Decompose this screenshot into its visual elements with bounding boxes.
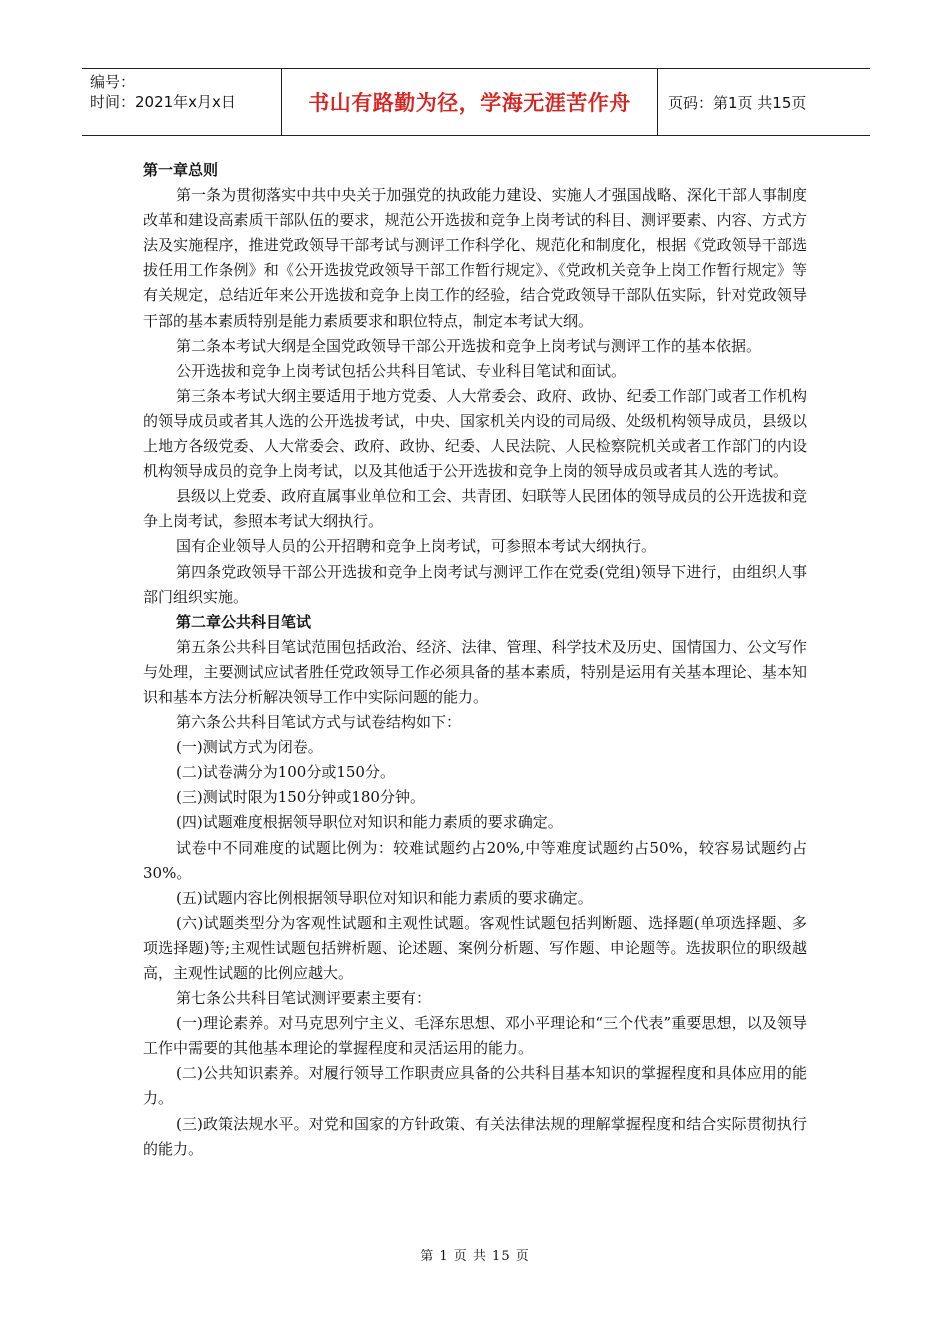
paragraph: 试卷中不同难度的试题比例为：较难试题约占20%,中等难度试题约占50%，较容易试题约占30%。: [143, 838, 807, 882]
document-date: 时间：2021年x月x日: [90, 93, 236, 111]
paragraph: 第五条公共科目笔试范围包括政治、经济、法律、管理、科学技术及历史、国情国力、公文写作与处理，主要测试应试者胜任党政领导工作必须具备的基本素质，特别是运用有关基本理论、基本知识和基本方法分析解决领导工作中实际问题的能力。: [143, 637, 807, 706]
chapter-1-title: 第一章总则: [143, 161, 219, 179]
paragraph: (四)试题难度根据领导职位对知识和能力素质的要求确定。: [176, 813, 563, 832]
header-motto: 书山有路勤为径，学海无涯苦作舟: [282, 69, 658, 135]
paragraph: 第四条党政领导干部公开选拔和竞争上岗考试与测评工作在党委(党组)领导下进行，由组织人事部门组织实施。: [143, 562, 807, 606]
paragraph: 第六条公共科目笔试方式与试卷结构如下：: [176, 713, 462, 732]
paragraph: (一)测试方式为闭卷。: [176, 738, 323, 757]
paragraph: (二)公共知识素养。对履行领导工作职责应具备的公共科目基本知识的掌握程度和具体应用的能力。: [143, 1064, 807, 1108]
paragraph: 第二条本考试大纲是全国党政领导干部公开选拔和竞争上岗考试与测评工作的基本依据。: [176, 336, 762, 355]
header-page-info: 页码：第1页 共15页: [668, 93, 807, 112]
paragraph: 公开选拔和竞争上岗考试包括公共科目笔试、专业科目笔试和面试。: [176, 361, 627, 380]
chapter-2-title: 第二章公共科目笔试: [176, 612, 312, 631]
paragraph: 第一条为贯彻落实中共中央关于加强党的执政能力建设、实施人才强国战略、深化干部人事制度改革和建设高素质干部队伍的要求，规范公开选拔和竞争上岗考试的科目、测评要素、内容、方式方法及实施程序，推进党政领导干部考试与测评工作科学化、规范化和制度化，根据《党政领导干部选拔任用工作条例》和《公开选拔党政领导干部工作暂行规定》、《党政机关竞争上岗工作暂行规定》等有关规定，总结近年来公开选拔和竞争上岗工作的经验，结合党政领导干部队伍实际，针对党政领导干部的基本素质特别是能力素质要求和职位特点，制定本考试大纲。: [143, 186, 807, 330]
paragraph: (二)试卷满分为100分或150分。: [176, 763, 395, 782]
document-body: [143, 158, 807, 1162]
document-number-label: 编号：: [90, 73, 136, 91]
paragraph: (一)理论素养。对马克思列宁主义、毛泽东思想、邓小平理论和“三个代表”重要思想，以及领导工作中需要的其他基本理论的掌握程度和灵活运用的能力。: [143, 1014, 807, 1058]
header-meta-cell: [82, 69, 282, 135]
document-header: [82, 68, 870, 136]
paragraph: (五)试题内容比例根据领导职位对知识和能力素质的要求确定。: [176, 888, 593, 907]
paragraph: 第七条公共科目笔试测评要素主要有：: [176, 989, 432, 1008]
paragraph: (六)试题类型分为客观性试题和主观性试题。客观性试题包括判断题、选择题(单项选择题、多项选择题)等;主观性试题包括辨析题、论述题、案例分析题、写作题、申论题等。选拔职位的职级越高，主观性试题的比例应越大。: [143, 913, 807, 982]
paragraph: (三)测试时限为150分钟或180分钟。: [176, 788, 425, 807]
paragraph: 第三条本考试大纲主要适用于地方党委、人大常委会、政府、政协、纪委工作部门或者工作机构的领导成员或者其人选的公开选拔考试，中央、国家机关内设的司局级、处级机构领导成员，县级以上地方各级党委、人大常委会、政府、政协、纪委、人民法院、人民检察院机关或者工作部门的内设机构领导成员的竞争上岗考试，以及其他适于公开选拔和竞争上岗的领导成员或者其人选的考试。: [143, 386, 807, 481]
page-footer: 第 1 页 共 15 页: [420, 1249, 530, 1264]
paragraph: 国有企业领导人员的公开招聘和竞争上岗考试，可参照本考试大纲执行。: [176, 537, 657, 556]
paragraph: (三)政策法规水平。对党和国家的方针政策、有关法律法规的理解掌握程度和结合实际贯彻执行的能力。: [143, 1114, 807, 1158]
paragraph: 县级以上党委、政府直属事业单位和工会、共青团、妇联等人民团体的领导成员的公开选拔和竞争上岗考试，参照本考试大纲执行。: [143, 487, 807, 531]
